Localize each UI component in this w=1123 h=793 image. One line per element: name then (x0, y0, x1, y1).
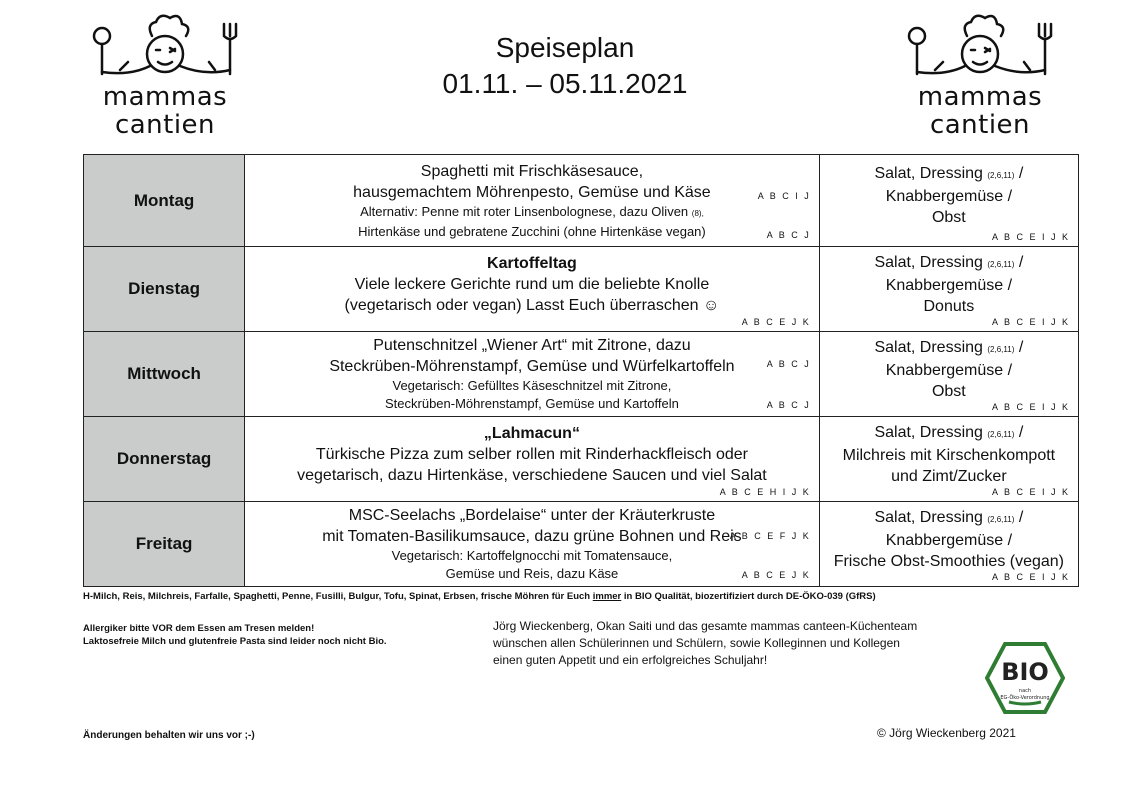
allergen-code: A B C E F J K (729, 531, 811, 541)
bio-notice-emphasis: immer (592, 591, 622, 602)
brand-text-line2: cantien (114, 110, 216, 140)
side-line: Knabbergemüse / (885, 188, 1013, 205)
bio-notice-text: H-Milch, Reis, Milchreis, Farfalle, Spaghetti, Penne, Fusilli, Bulgur, Tofu, Spinat, Erbsen, frische Möhren für Euch (83, 591, 593, 602)
allergen-code: A B C E H I J K (719, 487, 811, 497)
alt-note: (8), (691, 208, 704, 218)
side-text: Salat, Dressing (874, 338, 983, 356)
main-dish-line: Steckrüben-Möhrenstampf, Gemüse und Würfelkartoffeln (329, 358, 735, 375)
side-line: Salat, Dressing (2,6,11) / (874, 508, 1024, 526)
allergy-line: Allergiker bitte VOR dem Essen am Tresen melden! (83, 623, 315, 634)
allergen-code: A B C E I J K (991, 487, 1070, 497)
side-line: Salat, Dressing (2,6,11) / (874, 165, 1024, 182)
side-line: Frische Obst-Smoothies (vegan) (833, 552, 1065, 570)
title-text: Speiseplan (495, 32, 635, 63)
alt-dish-line: Vegetarisch: Gefülltes Käseschnitzel mit Zitrone, (392, 378, 672, 393)
side-dish-cell (819, 502, 1078, 587)
side-line: Salat, Dressing (2,6,11) / (874, 423, 1024, 441)
main-dish-cell (245, 502, 820, 587)
main-dish-line: hausgemachtem Möhrenpesto, Gemüse und Käse (353, 183, 711, 201)
side-text: Salat, Dressing (874, 165, 983, 182)
side-line: Obst (931, 382, 966, 400)
mammas-canteen-logo-right (895, 14, 1065, 144)
side-line: Salat, Dressing (2,6,11) / (874, 253, 1024, 271)
page-title (400, 30, 730, 102)
day-cell: Montag (84, 155, 245, 247)
bio-seal-icon (985, 642, 1065, 714)
allergen-code: A B C E J K (741, 317, 811, 327)
main-dish-cell (245, 332, 820, 417)
main-dish-line: Türkische Pizza zum selber rollen mit Rinderhackfleisch oder (315, 445, 749, 463)
alt-dish-line (245, 203, 819, 223)
day-cell: Donnerstag (84, 417, 245, 502)
side-line: und Zimt/Zucker (891, 467, 1007, 485)
menu-table (83, 154, 1079, 587)
main-dish-line: Spaghetti mit Frischkäsesauce, (420, 162, 644, 180)
allergen-code: A B C I J (757, 191, 811, 201)
side-text: Salat, Dressing (874, 423, 983, 441)
brand-text-line1: mammas (917, 82, 1043, 112)
side-dish-cell (819, 155, 1078, 247)
copyright: © Jörg Wieckenberg 2021 (877, 726, 1016, 740)
bio-badge-sub: nach (1018, 688, 1032, 694)
main-dish-line: Putenschnitzel „Wiener Art“ mit Zitrone, dazu (373, 337, 691, 354)
alt-dish-line: Gemüse und Reis, dazu Käse (445, 566, 619, 581)
side-note: (2,6,11) (987, 259, 1015, 269)
side-line: Obst (931, 209, 966, 226)
side-line: Knabbergemüse / (885, 276, 1013, 294)
main-dish-cell (245, 247, 820, 332)
side-line: Milchreis mit Kirschenkompott (842, 446, 1056, 464)
allergen-code: A B C E J K (741, 570, 811, 580)
allergen-code: A B C E I J K (991, 572, 1070, 582)
bio-badge-text: BIO (1001, 658, 1049, 686)
side-note: (2,6,11) (987, 344, 1015, 354)
alt-dish-line: Hirtenkäse und gebratene Zucchini (ohne Hirtenkäse vegan) (358, 223, 706, 239)
title-dates: 01.11. – 05.11.2021 (442, 68, 688, 99)
main-dish-line: vegetarisch, dazu Hirtenkäse, verschiedene Saucen und viel Salat (297, 466, 767, 484)
brand-text-line2: cantien (929, 110, 1031, 140)
allergy-notice (83, 622, 387, 648)
bio-badge-sub: EG-Öko-Verordnung (1000, 695, 1050, 701)
side-note: (2,6,11) (987, 429, 1015, 439)
allergen-code: A B C E I J K (991, 402, 1070, 412)
main-dish-line: (vegetarisch oder vegan) Lasst Euch überraschen ☺ (344, 296, 720, 314)
day-cell: Freitag (84, 502, 245, 587)
allergen-code: A B C E I J K (991, 317, 1070, 327)
main-dish-cell (245, 417, 820, 502)
table-row (84, 155, 1079, 247)
greeting-text (493, 618, 963, 669)
side-text: Salat, Dressing (874, 508, 983, 526)
side-note: (2,6,11) (987, 514, 1015, 524)
greeting-line: Jörg Wieckenberg, Okan Saiti und das gesamte mammas canteen-Küchenteam (493, 619, 918, 633)
side-line: Salat, Dressing (2,6,11) / (874, 338, 1024, 356)
side-dish-cell (819, 247, 1078, 332)
day-cell: Dienstag (84, 247, 245, 332)
mammas-canteen-logo-left (80, 14, 250, 144)
side-note: (2,6,11) (987, 171, 1015, 180)
main-dish-title: „Lahmacun“ (483, 424, 580, 442)
side-line: Knabbergemüse / (885, 531, 1013, 549)
alt-text: Alternativ: Penne mit roter Linsenbolognese, dazu Oliven (360, 203, 689, 219)
alt-dish-line: Vegetarisch: Kartoffelgnocchi mit Tomatensauce, (391, 548, 673, 563)
brand-text-line1: mammas (102, 82, 228, 112)
side-line: Knabbergemüse / (885, 361, 1013, 379)
main-dish-line: MSC-Seelachs „Bordelaise“ unter der Kräuterkruste (348, 507, 716, 524)
bio-notice-text: in BIO Qualität, biozertifiziert durch DE-ÖKO-039 (GfRS) (621, 591, 876, 602)
table-row (84, 417, 1079, 502)
side-dish-cell (819, 417, 1078, 502)
table-row (84, 332, 1079, 417)
side-text: Salat, Dressing (874, 253, 983, 271)
changes-notice: Änderungen behalten wir uns vor ;-) (83, 730, 255, 741)
main-dish-cell (245, 155, 820, 247)
allergen-code: A B C E I J K (991, 232, 1070, 242)
greeting-line: einen guten Appetit und ein erfolgreiches Schuljahr! (493, 653, 768, 667)
day-cell: Mittwoch (84, 332, 245, 417)
allergen-code: A B C J (766, 230, 811, 240)
allergen-code: A B C J (766, 359, 811, 369)
greeting-line: wünschen allen Schülerinnen und Schülern, sowie Kolleginnen und Kollegen (493, 636, 900, 650)
alt-dish-line: Steckrüben-Möhrenstampf, Gemüse und Kartoffeln (385, 396, 679, 411)
table-row (84, 247, 1079, 332)
allergy-line: Laktosefreie Milch und glutenfreie Pasta sind leider noch nicht Bio. (83, 636, 387, 647)
main-dish-line: Viele leckere Gerichte rund um die beliebte Knolle (354, 275, 710, 293)
table-row (84, 502, 1079, 587)
side-line: Donuts (923, 297, 975, 315)
allergen-code: A B C J (766, 400, 811, 410)
bio-notice (83, 591, 876, 602)
side-dish-cell (819, 332, 1078, 417)
main-dish-line: mit Tomaten-Basilikumsauce, dazu grüne Bohnen und Reis (322, 528, 742, 545)
main-dish-title: Kartoffeltag (487, 254, 577, 272)
